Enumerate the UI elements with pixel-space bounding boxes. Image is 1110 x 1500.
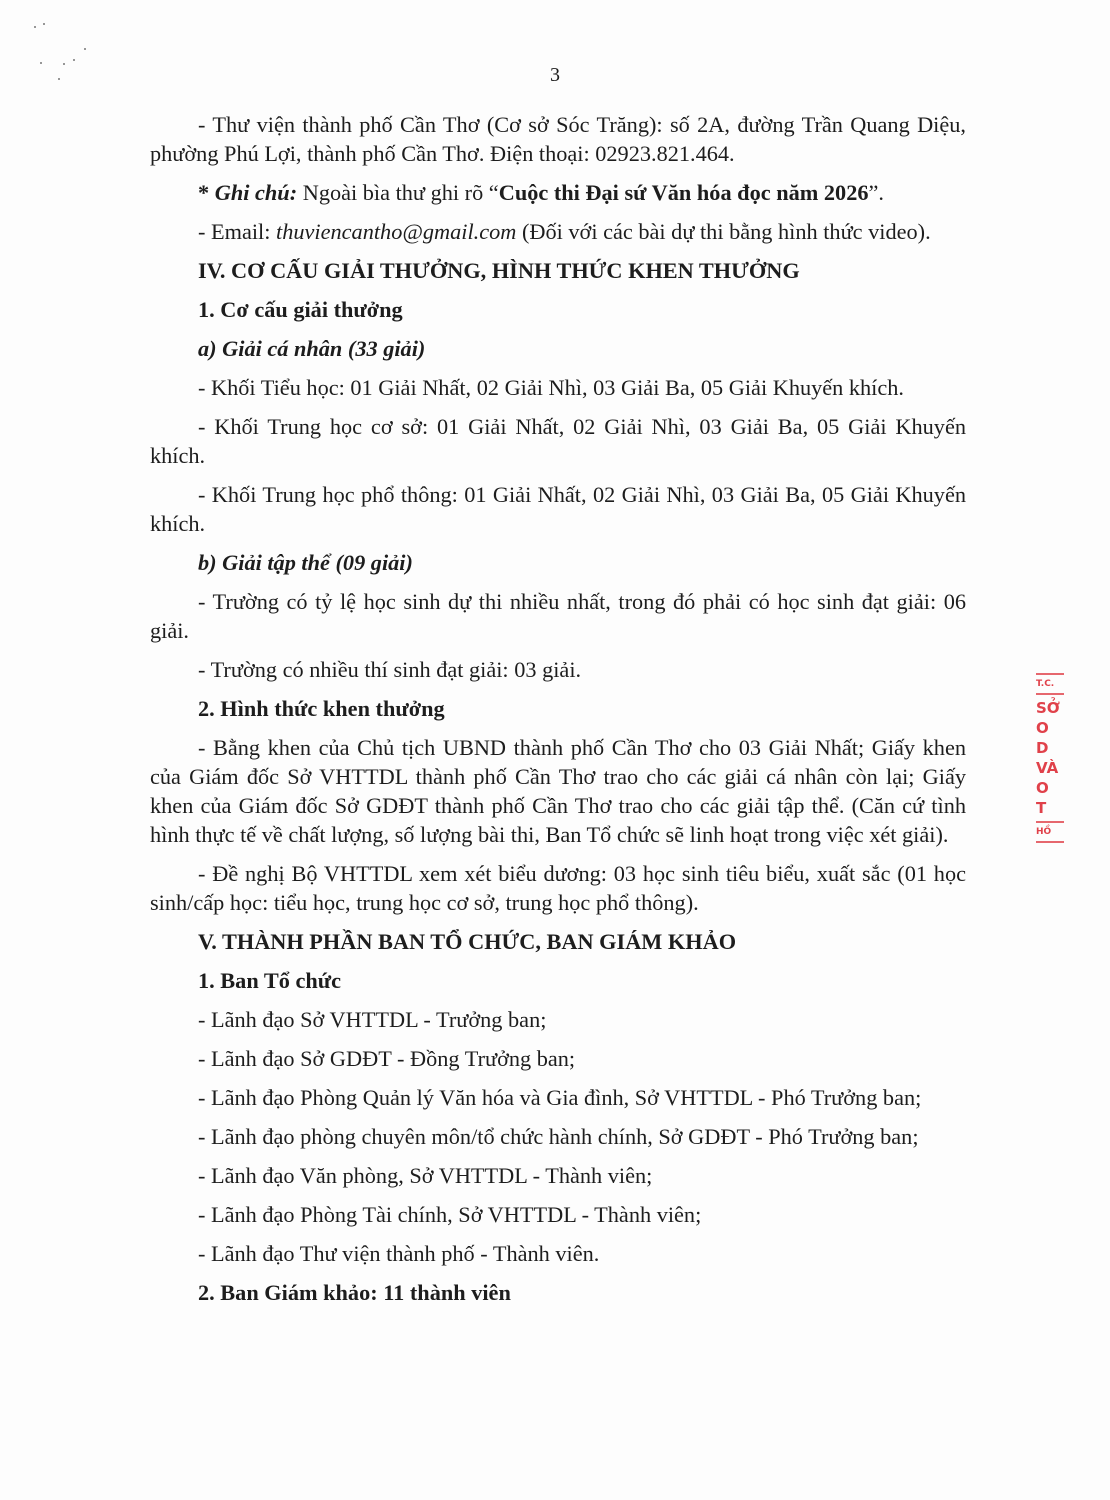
list-item: - Lãnh đạo Sở GDĐT - Đồng Trưởng ban; (198, 1046, 576, 1071)
section-4-1a-title: a) Giải cá nhân (33 giải) (198, 336, 426, 361)
list-item: - Đề nghị Bộ VHTTDL xem xét biểu dương: 03 học sinh tiêu biểu, xuất sắc (01 học sinh/cấp học: tiểu học, trung học cơ sở, trung học phổ thông). (150, 861, 966, 915)
section-5-title: V. THÀNH PHẦN BAN TỔ CHỨC, BAN GIÁM KHẢO (198, 929, 737, 954)
contest-name: Cuộc thi Đại sứ Văn hóa đọc năm 2026 (498, 180, 869, 205)
email-paragraph: - Email: thuviencantho@gmail.com (Đối với các bài dự thi bằng hình thức video). (198, 219, 931, 244)
note-paragraph: * Ghi chú: Ngoài bìa thư ghi rõ “Cuộc thi Đại sứ Văn hóa đọc năm 2026”. (198, 180, 884, 205)
list-item: - Lãnh đạo Văn phòng, Sở VHTTDL - Thành viên; (198, 1163, 653, 1188)
list-item: - Lãnh đạo Phòng Quản lý Văn hóa và Gia đình, Sở VHTTDL - Phó Trưởng ban; (198, 1085, 922, 1110)
section-5-1-title: 1. Ban Tổ chức (198, 968, 342, 993)
page-number: 3 (550, 64, 560, 86)
email-link[interactable]: thuviencantho@gmail.com (276, 219, 517, 244)
red-seal-stamp: T.C. SỞ O D VÀ O T HỒ (1036, 670, 1064, 820)
section-4-2-title: 2. Hình thức khen thưởng (198, 696, 445, 721)
list-item: - Khối Trung học cơ sở: 01 Giải Nhất, 02 Giải Nhì, 03 Giải Ba, 05 Giải Khuyến khích. (150, 414, 966, 468)
list-item: - Lãnh đạo Phòng Tài chính, Sở VHTTDL - Thành viên; (198, 1202, 702, 1227)
list-item: - Khối Trung học phổ thông: 01 Giải Nhất, 02 Giải Nhì, 03 Giải Ba, 05 Giải Khuyến khích. (150, 482, 966, 536)
list-item: - Trường có tỷ lệ học sinh dự thi nhiều nhất, trong đó phải có học sinh đạt giải: 06 giải. (150, 589, 966, 643)
list-item: - Lãnh đạo Thư viện thành phố - Thành viên. (198, 1241, 600, 1266)
list-item: - Trường có nhiều thí sinh đạt giải: 03 giải. (198, 657, 582, 682)
list-item: - Khối Tiểu học: 01 Giải Nhất, 02 Giải Nhì, 03 Giải Ba, 05 Giải Khuyến khích. (198, 375, 904, 400)
section-4-title: IV. CƠ CẤU GIẢI THƯỞNG, HÌNH THỨC KHEN THƯỞNG (198, 258, 800, 283)
list-item: - Bằng khen của Chủ tịch UBND thành phố Cần Thơ cho 03 Giải Nhất; Giấy khen của Giám đốc Sở VHTTDL thành phố Cần Thơ trao cho các giải cá nhân còn lại; Giấy khen của Giám đốc Sở GDĐT thành phố Cần Thơ trao cho các giải tập thể. (Căn cứ tình hình thực tế về chất lượng, số lượng bài thi, Ban Tổ chức sẽ linh hoạt trong việc xét giải). (150, 735, 966, 847)
note-label: Ghi chú: (214, 180, 298, 205)
address-paragraph: - Thư viện thành phố Cần Thơ (Cơ sở Sóc Trăng): số 2A, đường Trần Quang Diệu, phường Phú Lợi, thành phố Cần Thơ. Điện thoại: 02923.821.464. (150, 112, 966, 166)
list-item: - Lãnh đạo phòng chuyên môn/tổ chức hành chính, Sở GDĐT - Phó Trưởng ban; (198, 1124, 919, 1149)
section-4-1b-title: b) Giải tập thể (09 giải) (198, 550, 413, 575)
section-4-1-title: 1. Cơ cấu giải thưởng (198, 297, 403, 322)
document-body (150, 110, 966, 1317)
list-item: - Lãnh đạo Sở VHTTDL - Trưởng ban; (198, 1007, 547, 1032)
section-5-2-title: 2. Ban Giám khảo: 11 thành viên (198, 1280, 511, 1305)
